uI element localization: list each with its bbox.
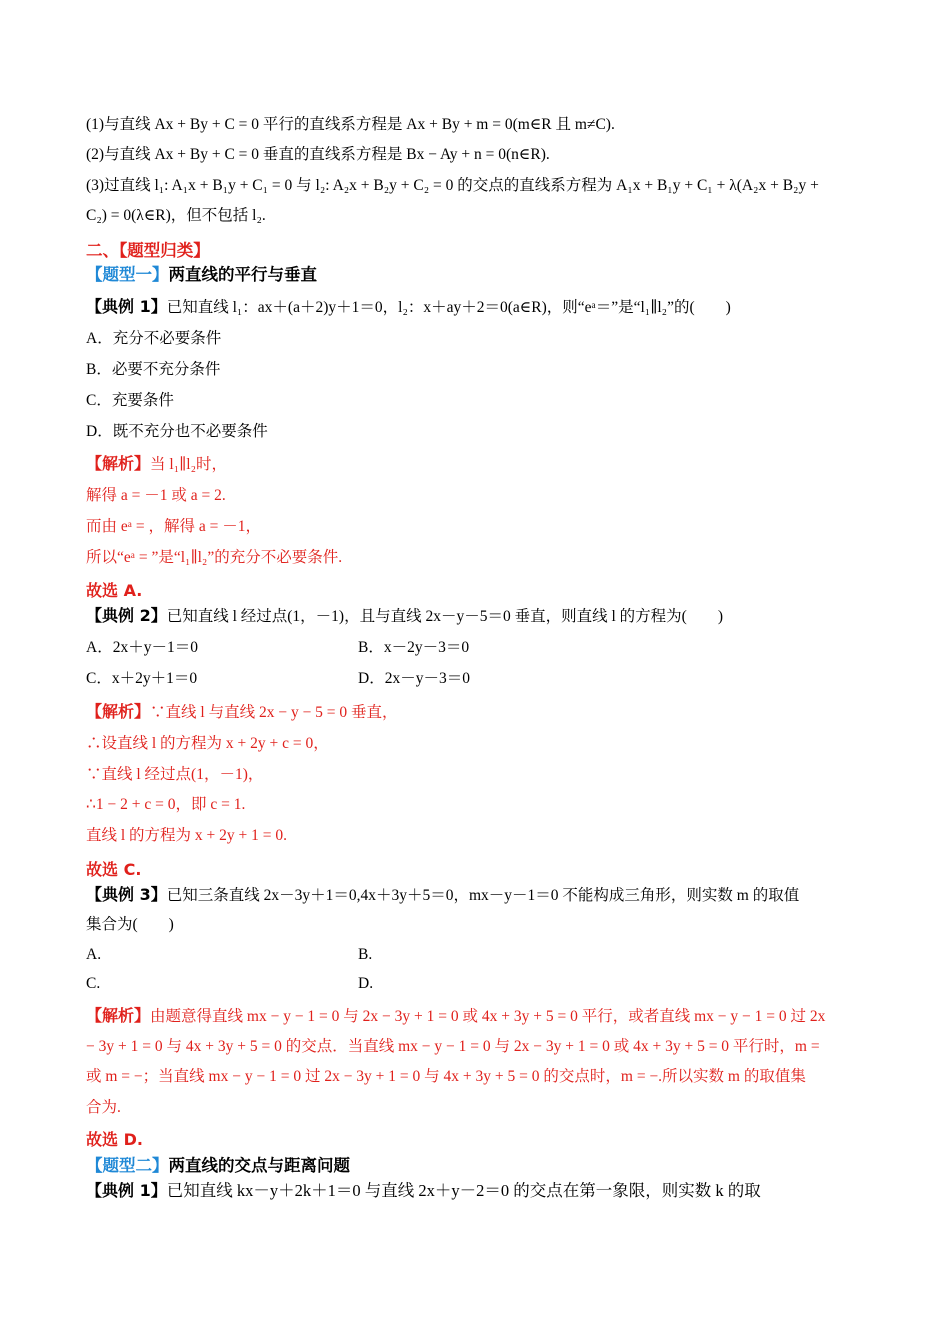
- option-b: B．必要不充分条件: [86, 361, 221, 378]
- example-tag: 【典例 1】: [86, 297, 167, 316]
- intro-line-3: (3)过直线 l₁: A₁x + B₁y + C₁ = 0 与 l₂: A₂x + B₂y + C₂ = 0 的交点的直线系方程为 A₁x + B₁y + C₁ + λ(A₂x + B₂y +: [86, 177, 819, 194]
- options-row: [86, 973, 866, 995]
- analysis-text: 由题意得直线 mx − y − 1 = 0 与 2x − 3y + 1 = 0 或 4x + 3y + 5 = 0 平行，或者直线 mx − y − 1 = 0 过 2x: [150, 1008, 826, 1025]
- analysis-line: ∴设直线 l 的方程为 x + 2y + c = 0，: [86, 735, 329, 752]
- example-tag: 【典例 1】: [86, 1181, 167, 1200]
- example-tag: 【典例 3】: [86, 885, 167, 904]
- option-b: B.: [358, 946, 373, 963]
- option-c: C.: [86, 975, 101, 992]
- analysis-line: [86, 453, 227, 476]
- question-text: 已知直线 l₁：ax＋(a＋2)y＋1＝0，l₂：x＋ay＋2＝0(a∈R)，则“eᵃ＝”是“l₁∥l₂”的( ): [166, 299, 731, 316]
- analysis-tag: 【解析】: [86, 454, 151, 473]
- option-d: D．既不充分也不必要条件: [86, 423, 268, 440]
- analysis-line: 合为.: [86, 1099, 121, 1116]
- option-d: D．2x－y－3＝0: [358, 670, 470, 687]
- options-row: [86, 637, 866, 659]
- analysis-line: 或 m = −；当直线 mx − y − 1 = 0 过 2x − 3y + 1 = 0 与 4x + 3y + 5 = 0 的交点时，m = −.所以实数 m 的取值集: [86, 1068, 806, 1085]
- analysis-tag: 【解析】: [86, 702, 151, 721]
- example-3-question: [86, 884, 799, 907]
- option-a: A．2x＋y－1＝0: [86, 639, 198, 656]
- intro-line-1: (1)与直线 Ax + By + C = 0 平行的直线系方程是 Ax + By + m = 0(m∈R 且 m≠C).: [86, 116, 615, 133]
- analysis-line: ∴1 − 2 + c = 0，即 c = 1.: [86, 796, 246, 813]
- option-a: A．充分不必要条件: [86, 330, 222, 347]
- intro-line-2: (2)与直线 Ax + By + C = 0 垂直的直线系方程是 Bx − Ay + n = 0(n∈R).: [86, 146, 550, 163]
- topic-1-heading: [86, 264, 317, 287]
- example-2-question: [86, 605, 723, 628]
- question-text: 已知直线 l 经过点(1，－1)，且与直线 2x－y－5＝0 垂直，则直线 l 的方程为( ): [166, 608, 723, 625]
- option-c: C．充要条件: [86, 392, 174, 409]
- topic-2-heading: [86, 1155, 350, 1178]
- topic-2-title: 两直线的交点与距离问题: [168, 1156, 350, 1175]
- analysis-text: 当 l₁∥l₂时，: [150, 456, 227, 473]
- option-d: D.: [358, 975, 374, 992]
- topic-1-tag: 【题型一】: [86, 265, 169, 284]
- analysis-tag: 【解析】: [86, 1006, 151, 1025]
- question-text: 已知直线 kx－y＋2k＋1＝0 与直线 2x＋y－2＝0 的交点在第一象限，则实数 k 的取: [166, 1181, 761, 1200]
- analysis-line: − 3y + 1 = 0 与 4x + 3y + 5 = 0 的交点．当直线 mx − y − 1 = 0 与 2x − 3y + 1 = 0 或 4x + 3y + 5 = 0 平行时，m =: [86, 1038, 820, 1055]
- options-row: [86, 944, 866, 966]
- answer-line: 故选 A.: [86, 581, 143, 600]
- topic-2-tag: 【题型二】: [86, 1156, 169, 1175]
- question-continuation: 集合为( ): [86, 916, 174, 933]
- analysis-line: 而由 eᵃ = ，解得 a = －1，: [86, 518, 261, 535]
- answer-line: 故选 D.: [86, 1130, 143, 1149]
- option-b: B．x－2y－3＝0: [358, 639, 470, 656]
- options-row: [86, 668, 866, 690]
- intro-line-4: C₂) = 0(λ∈R)，但不包括 l₂.: [86, 207, 266, 224]
- option-c: C．x＋2y＋1＝0: [86, 670, 198, 687]
- analysis-text: ∵直线 l 与直线 2x − y − 5 = 0 垂直，: [150, 704, 398, 721]
- option-a: A.: [86, 946, 102, 963]
- analysis-line: 所以“eᵃ = ”是“l₁∥l₂”的充分不必要条件.: [86, 549, 343, 566]
- analysis-line: 解得 a = －1 或 a = 2.: [86, 487, 226, 504]
- topic-1-title: 两直线的平行与垂直: [168, 265, 317, 284]
- topic-2-example-1-question: [86, 1180, 761, 1202]
- example-1-question: [86, 296, 731, 319]
- analysis-line: [86, 1005, 825, 1028]
- analysis-line: [86, 701, 398, 724]
- example-tag: 【典例 2】: [86, 606, 167, 625]
- question-text: 已知三条直线 2x－3y＋1＝0,4x＋3y＋5＝0，mx－y－1＝0 不能构成三角形，则实数 m 的取值: [166, 887, 800, 904]
- answer-line: 故选 C.: [86, 860, 142, 879]
- analysis-line: ∵直线 l 经过点(1，－1)，: [86, 766, 264, 783]
- analysis-line: 直线 l 的方程为 x + 2y + 1 = 0.: [86, 827, 288, 844]
- section-heading: 二、【题型归类】: [86, 241, 210, 260]
